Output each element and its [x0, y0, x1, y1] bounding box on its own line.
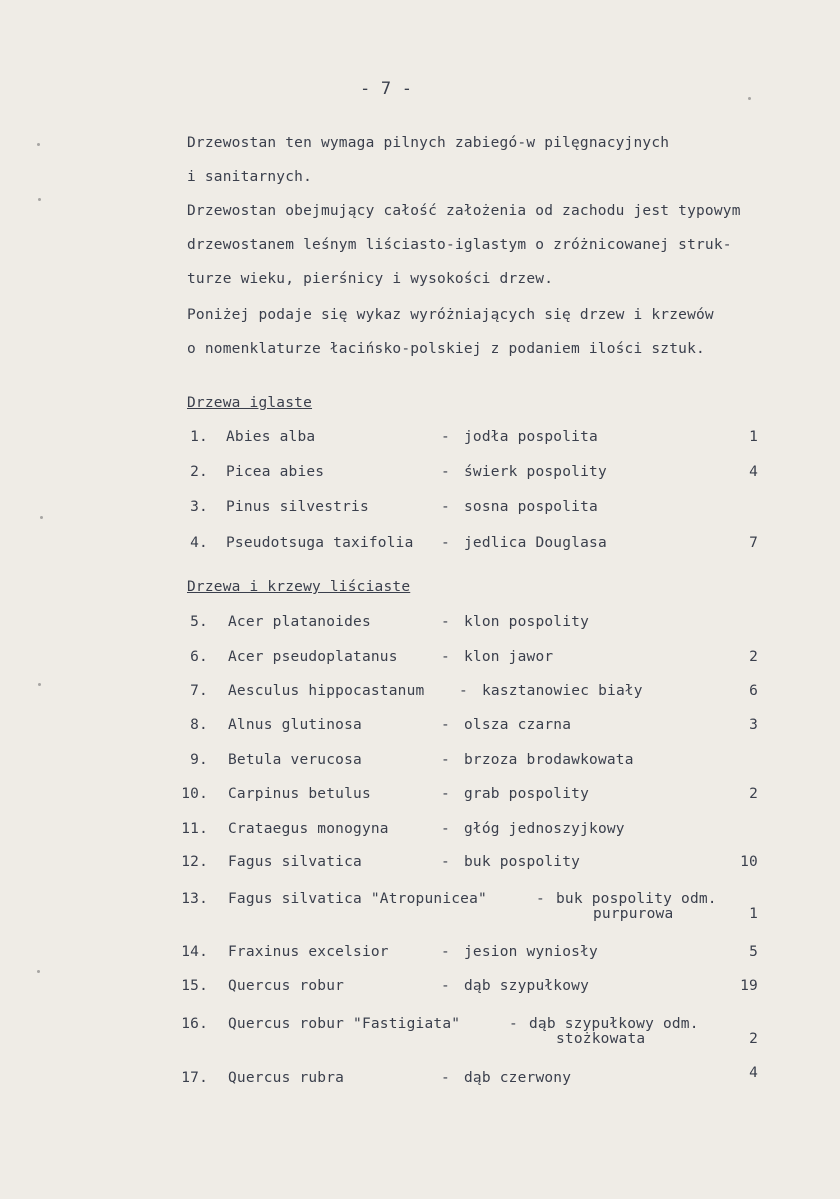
latin-name: Quercus rubra: [228, 1070, 345, 1086]
page-number: - 7 -: [360, 79, 413, 99]
polish-name: grab pospolity: [464, 786, 590, 802]
paragraph-line: Poniżej podaje się wykaz wyróżniających się drzew i krzewów: [187, 307, 714, 323]
separator-dash: -: [441, 854, 450, 870]
item-number: 3.: [190, 499, 208, 515]
paragraph-line: turze wieku, pierśnicy i wysokości drzew.: [187, 271, 554, 287]
paper-speck: [40, 516, 43, 519]
latin-name: Betula verucosa: [228, 752, 362, 768]
latin-name: Acer pseudoplatanus: [228, 649, 398, 665]
separator-dash: -: [441, 1070, 450, 1086]
section-heading-conifers: Drzewa iglaste: [187, 395, 313, 411]
separator-dash: -: [441, 499, 450, 515]
item-number: 7.: [190, 683, 208, 699]
polish-name: jesion wyniosły: [464, 944, 598, 960]
paper-speck: [38, 683, 41, 686]
paragraph-line: o nomenklaturze łacińsko-polskiej z podaniem ilości sztuk.: [187, 341, 705, 357]
polish-name: dąb szypułkowy: [464, 978, 590, 994]
item-number: 12.: [181, 854, 208, 870]
paper-speck: [37, 970, 40, 973]
paper-speck: [38, 198, 41, 201]
item-number: 5.: [190, 614, 208, 630]
polish-name: sosna pospolita: [464, 499, 598, 515]
item-number: 2.: [190, 464, 208, 480]
latin-name: Carpinus betulus: [228, 786, 371, 802]
item-number: 1.: [190, 429, 208, 445]
latin-name: Fagus silvatica: [228, 854, 362, 870]
separator-dash: -: [441, 717, 450, 733]
polish-name: kasztanowiec biały: [482, 683, 643, 699]
latin-name: Alnus glutinosa: [228, 717, 362, 733]
item-number: 11.: [181, 821, 208, 837]
item-number: 4.: [190, 535, 208, 551]
item-count: 19: [740, 978, 758, 994]
polish-name: jedlica Douglasa: [464, 535, 607, 551]
paragraph-line: Drzewostan ten wymaga pilnych zabiegó-w pilęgnacyjnych: [187, 135, 670, 151]
polish-name: olsza czarna: [464, 717, 572, 733]
polish-name: klon pospolity: [464, 614, 590, 630]
polish-name-continued: purpurowa: [593, 906, 674, 922]
item-number: 17.: [181, 1070, 208, 1086]
latin-name: Pinus silvestris: [226, 499, 369, 515]
item-number: 9.: [190, 752, 208, 768]
paper-speck: [748, 97, 751, 100]
item-count: 1: [749, 429, 758, 445]
separator-dash: -: [441, 821, 450, 837]
polish-name: świerk pospolity: [464, 464, 607, 480]
item-count: 3: [749, 717, 758, 733]
latin-name: Quercus robur "Fastigiata": [228, 1016, 461, 1032]
separator-dash: -: [509, 1016, 518, 1032]
separator-dash: -: [441, 944, 450, 960]
separator-dash: -: [441, 786, 450, 802]
item-count: 2: [749, 786, 758, 802]
item-count: 4: [749, 1065, 758, 1081]
latin-name: Pseudotsuga taxifolia: [226, 535, 414, 551]
latin-name: Crataegus monogyna: [228, 821, 389, 837]
polish-name: klon jawor: [464, 649, 554, 665]
section-heading-deciduous: Drzewa i krzewy liściaste: [187, 579, 411, 595]
latin-name: Aesculus hippocastanum: [228, 683, 425, 699]
polish-name: jodła pospolita: [464, 429, 598, 445]
polish-name: głóg jednoszyjkowy: [464, 821, 625, 837]
item-count: 5: [749, 944, 758, 960]
separator-dash: -: [536, 891, 545, 907]
item-count: 6: [749, 683, 758, 699]
item-count: 10: [740, 854, 758, 870]
paragraph-line: i sanitarnych.: [187, 169, 313, 185]
item-number: 14.: [181, 944, 208, 960]
separator-dash: -: [441, 978, 450, 994]
polish-name: buk pospolity: [464, 854, 581, 870]
item-count: 7: [749, 535, 758, 551]
item-count: 1: [749, 906, 758, 922]
polish-name: buk pospolity odm.: [556, 891, 717, 907]
separator-dash: -: [441, 535, 450, 551]
item-number: 6.: [190, 649, 208, 665]
item-number: 10.: [181, 786, 208, 802]
separator-dash: -: [441, 429, 450, 445]
polish-name-continued: stożkowata: [556, 1031, 646, 1047]
separator-dash: -: [459, 683, 468, 699]
polish-name: dąb szypułkowy odm.: [529, 1016, 699, 1032]
separator-dash: -: [441, 614, 450, 630]
item-count: 4: [749, 464, 758, 480]
item-number: 13.: [181, 891, 208, 907]
item-number: 15.: [181, 978, 208, 994]
paper-speck: [37, 143, 40, 146]
item-number: 8.: [190, 717, 208, 733]
separator-dash: -: [441, 464, 450, 480]
item-count: 2: [749, 1031, 758, 1047]
latin-name: Acer platanoides: [228, 614, 371, 630]
latin-name: Fagus silvatica "Atropunicea": [228, 891, 487, 907]
separator-dash: -: [441, 649, 450, 665]
latin-name: Quercus robur: [228, 978, 345, 994]
latin-name: Abies alba: [226, 429, 316, 445]
item-number: 16.: [181, 1016, 208, 1032]
latin-name: Picea abies: [226, 464, 325, 480]
polish-name: dąb czerwony: [464, 1070, 572, 1086]
item-count: 2: [749, 649, 758, 665]
polish-name: brzoza brodawkowata: [464, 752, 634, 768]
separator-dash: -: [441, 752, 450, 768]
latin-name: Fraxinus excelsior: [228, 944, 389, 960]
paragraph-line: drzewostanem leśnym liściasto-iglastym o zróżnicowanej struk-: [187, 237, 732, 253]
paragraph-line: Drzewostan obejmujący całość założenia od zachodu jest typowym: [187, 203, 741, 219]
